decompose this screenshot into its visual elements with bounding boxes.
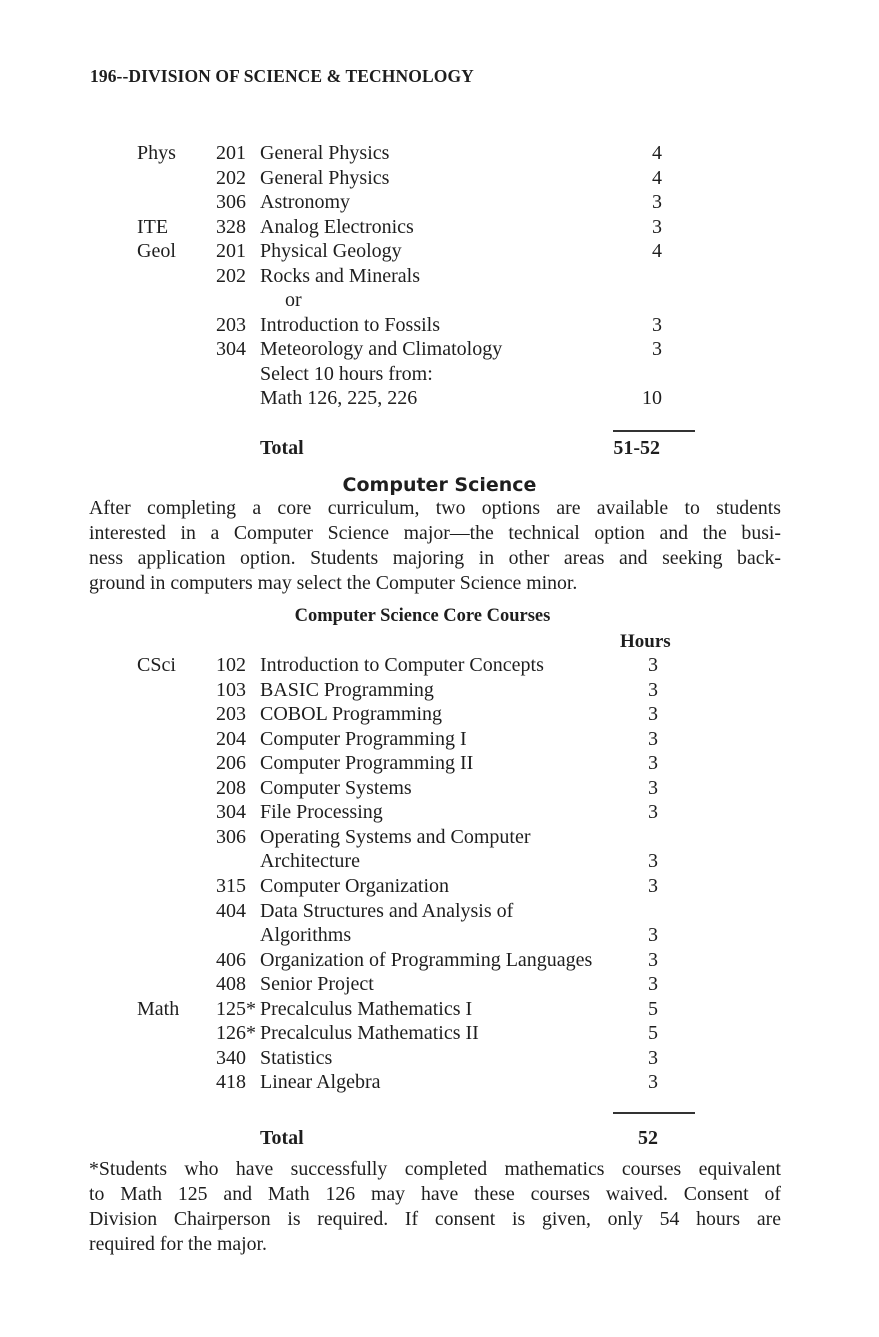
course-title: Physical Geology xyxy=(260,240,402,262)
course-dept: Geol xyxy=(137,240,176,262)
course-hours: 3 xyxy=(648,678,658,701)
course-title: Architecture xyxy=(260,850,360,873)
course-number: 204 xyxy=(216,727,246,750)
course-title: General Physics xyxy=(260,142,390,164)
paragraph-line: Division Chairperson is required. If consent is given, only 54 hours are xyxy=(89,1208,781,1230)
top-total-hours: 51-52 xyxy=(613,437,660,459)
core-total-hours: 52 xyxy=(638,1127,658,1149)
course-title: Precalculus Mathematics II xyxy=(260,1022,479,1045)
course-title: COBOL Programming xyxy=(260,703,443,726)
paragraph-line: ness application option. Students majoring in other areas and seeking back- xyxy=(89,547,781,569)
course-title: Introduction to Computer Concepts xyxy=(260,654,544,676)
paragraph-line: After completing a core curriculum, two options are available to students xyxy=(89,497,781,519)
course-title: Operating Systems and Computer xyxy=(260,825,531,848)
course-hours: 3 xyxy=(648,973,658,996)
course-title: Senior Project xyxy=(260,973,374,996)
course-dept: Phys xyxy=(137,142,176,164)
paragraph-line: ground in computers may select the Computer Science minor. xyxy=(89,572,578,594)
course-hours: 4 xyxy=(652,166,662,189)
course-hours: 3 xyxy=(652,313,662,336)
course-number: 103 xyxy=(216,678,246,701)
course-hours: 3 xyxy=(652,191,662,213)
course-hours: 3 xyxy=(648,874,658,897)
course-number: 406 xyxy=(216,948,246,971)
top-total-label: Total xyxy=(260,437,304,459)
course-number: 202 xyxy=(216,166,246,189)
course-number: 202 xyxy=(216,264,246,287)
hours-header-label: Hours xyxy=(620,631,671,652)
course-title: Algorithms xyxy=(260,924,352,947)
course-title: Statistics xyxy=(260,1046,333,1069)
course-hours: 3 xyxy=(648,1071,658,1094)
course-hours: 10 xyxy=(642,387,662,409)
course-title: Rocks and Minerals xyxy=(260,264,420,287)
course-dept: Math xyxy=(137,997,180,1020)
course-title: Computer Programming I xyxy=(260,727,467,750)
course-hours: 3 xyxy=(648,850,658,873)
course-title: Organization of Programming Languages xyxy=(260,948,593,971)
course-title: Select 10 hours from: xyxy=(260,362,433,385)
course-title: Computer Systems xyxy=(260,776,412,799)
core-total-rule xyxy=(613,1112,695,1114)
course-hours: 3 xyxy=(648,727,658,750)
course-number: 306 xyxy=(216,825,246,848)
course-title: Meteorology and Climatology xyxy=(260,338,503,360)
paragraph-line: to Math 125 and Math 126 may have these courses waived. Consent of xyxy=(89,1183,781,1205)
course-number: 201 xyxy=(216,142,246,164)
footnote-paragraph xyxy=(89,1157,781,1257)
core-total-row xyxy=(0,1124,879,1152)
course-title: General Physics xyxy=(260,166,390,189)
course-hours: 4 xyxy=(652,142,662,164)
course-hours: 3 xyxy=(648,752,658,775)
course-row xyxy=(0,384,879,412)
cs-intro-paragraph xyxy=(89,496,781,596)
course-title: Analog Electronics xyxy=(260,215,414,238)
course-number: 203 xyxy=(216,313,246,336)
course-number: 306 xyxy=(216,191,246,213)
course-number: 304 xyxy=(216,801,246,824)
course-number: 404 xyxy=(216,899,246,922)
course-hours: 3 xyxy=(648,924,658,947)
course-title: Linear Algebra xyxy=(260,1071,381,1094)
course-number: 203 xyxy=(216,703,246,726)
course-hours: 5 xyxy=(648,997,658,1020)
top-total-row xyxy=(0,434,879,462)
course-number: 201 xyxy=(216,240,246,262)
course-number: 315 xyxy=(216,874,246,897)
course-hours: 3 xyxy=(648,948,658,971)
course-number: 125* xyxy=(216,997,256,1020)
course-hours: 3 xyxy=(648,703,658,726)
course-row xyxy=(0,1068,879,1096)
course-hours: 3 xyxy=(648,654,658,676)
course-hours: 5 xyxy=(648,1022,658,1045)
course-title: Astronomy xyxy=(260,191,350,213)
course-number: 126* xyxy=(216,1022,256,1045)
course-title: Computer Organization xyxy=(260,874,450,897)
course-number: 408 xyxy=(216,973,246,996)
course-dept: CSci xyxy=(137,654,176,676)
course-hours: 4 xyxy=(652,240,662,262)
course-hours: 3 xyxy=(652,338,662,360)
course-number: 206 xyxy=(216,752,246,775)
course-number: 328 xyxy=(216,215,246,238)
paragraph-line: interested in a Computer Science major—the technical option and the busi- xyxy=(89,522,781,544)
course-title: File Processing xyxy=(260,801,383,824)
course-title: Introduction to Fossils xyxy=(260,313,441,336)
course-title: Math 126, 225, 226 xyxy=(260,387,418,409)
paragraph-line: required for the major. xyxy=(89,1233,267,1255)
top-total-rule xyxy=(613,430,695,432)
course-hours: 3 xyxy=(648,1046,658,1069)
course-hours: 3 xyxy=(648,776,658,799)
core-total-label: Total xyxy=(260,1127,304,1149)
page-header: 196--DIVISION OF SCIENCE & TECHNOLOGY xyxy=(90,66,474,86)
course-title: Data Structures and Analysis of xyxy=(260,899,514,922)
course-hours: 3 xyxy=(648,801,658,824)
course-title: Computer Programming II xyxy=(260,752,474,775)
course-title: or xyxy=(285,289,302,311)
course-hours: 3 xyxy=(652,215,662,238)
course-title: BASIC Programming xyxy=(260,678,434,701)
course-title: Precalculus Mathematics I xyxy=(260,997,473,1020)
course-number: 208 xyxy=(216,776,246,799)
course-number: 340 xyxy=(216,1046,246,1069)
course-dept: ITE xyxy=(137,215,169,238)
paragraph-line: *Students who have successfully completed mathematics courses equivalent xyxy=(89,1158,781,1180)
course-number: 418 xyxy=(216,1071,246,1094)
cs-section-title: Computer Science xyxy=(342,474,537,496)
course-number: 102 xyxy=(216,654,246,676)
course-number: 304 xyxy=(216,338,246,360)
core-courses-title: Computer Science Core Courses xyxy=(294,606,551,626)
